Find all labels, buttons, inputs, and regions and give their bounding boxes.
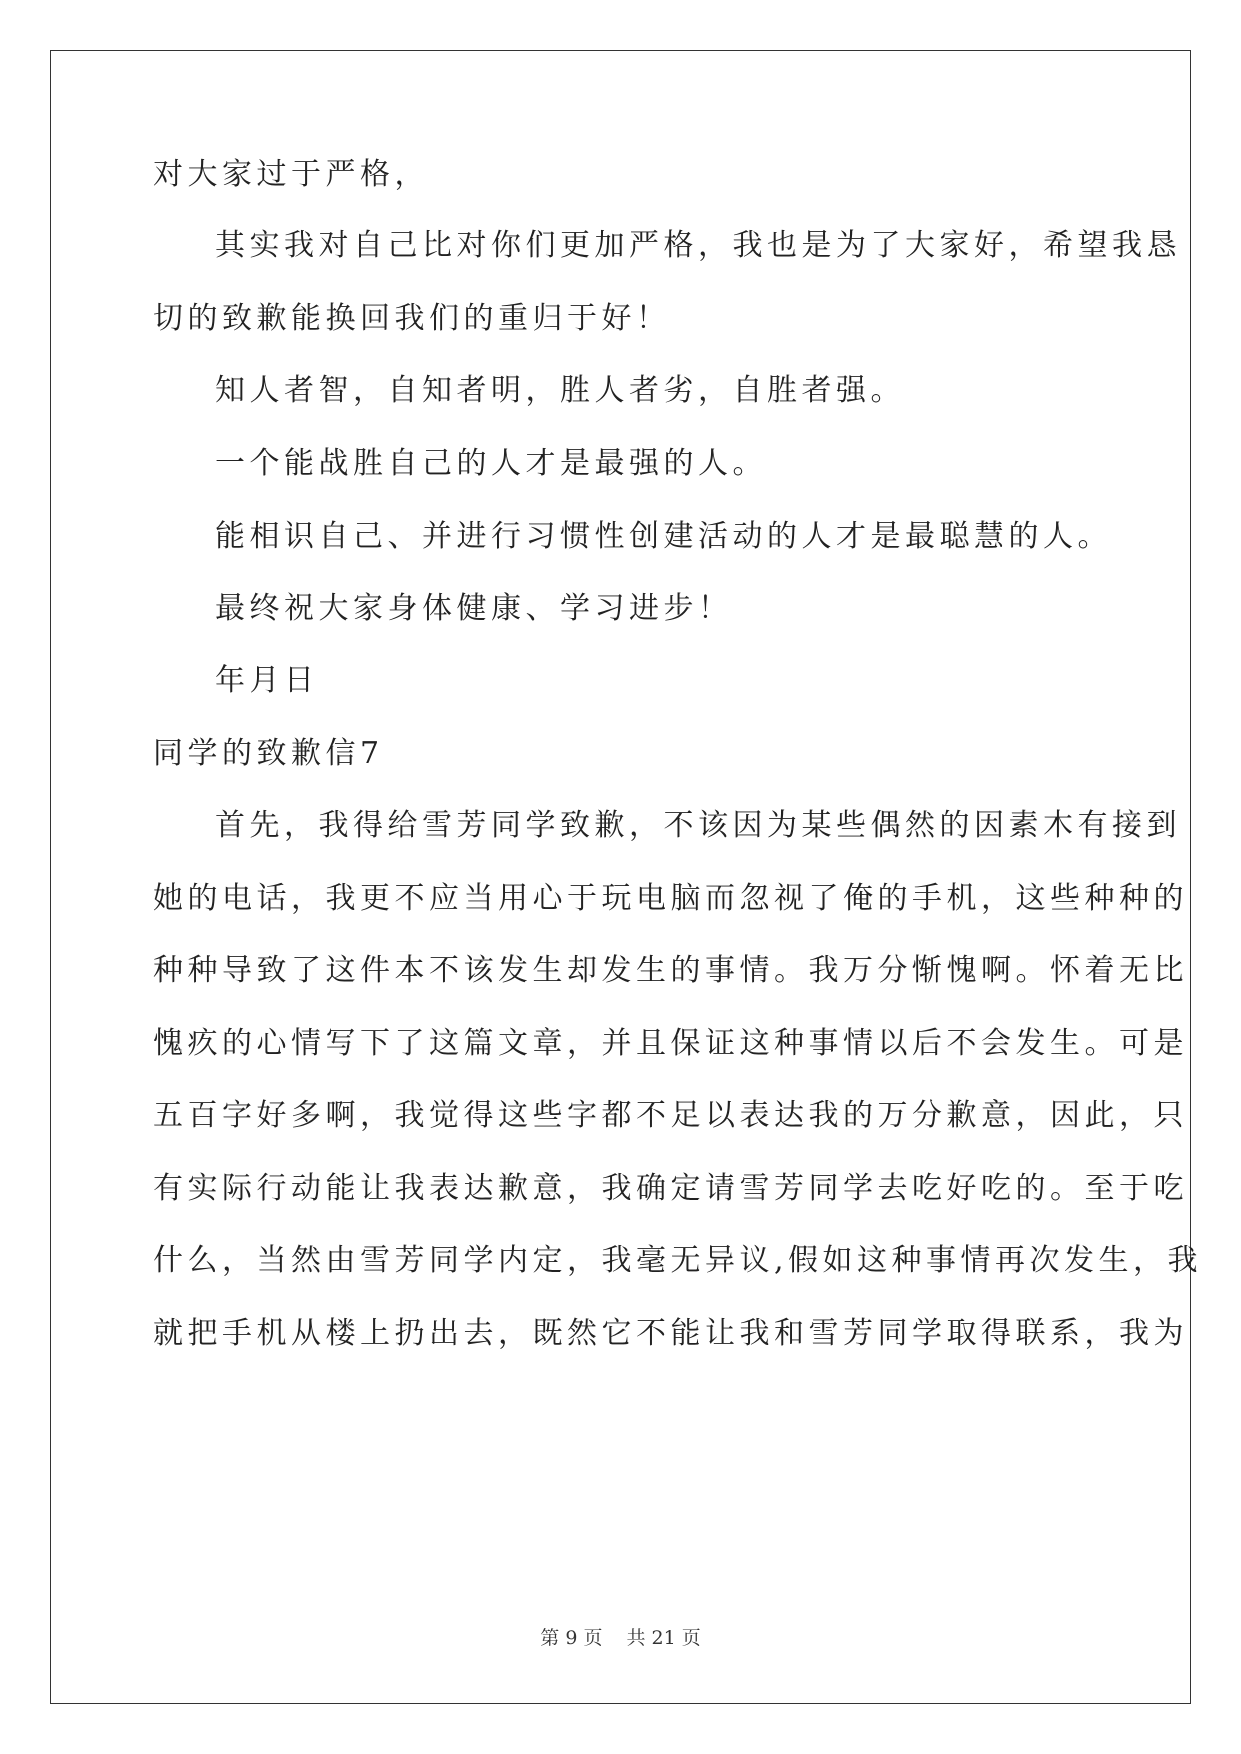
page-footer: [0, 1626, 1241, 1650]
text-line-6: 能相识自己、并进行习惯性创建活动的人才是最聪慧的人。: [215, 519, 1112, 554]
text-line-17: 就把手机从楼上扔出去，既然它不能让我和雪芳同学取得联系，我为: [153, 1316, 1188, 1351]
text-line-3: 切的致歉能换回我们的重归于好！: [153, 301, 671, 336]
text-line-4: 知人者智，自知者明，胜人者劣，自胜者强。: [215, 373, 905, 408]
text-line-14: 五百字好多啊，我觉得这些字都不足以表达我的万分歉意，因此，只: [153, 1098, 1188, 1133]
text-line-5: 一个能战胜自己的人才是最强的人。: [215, 446, 767, 481]
text-line-2: 其实我对自己比对你们更加严格，我也是为了大家好，希望我恳: [215, 228, 1181, 263]
text-line-13: 愧疚的心情写下了这篇文章，并且保证这种事情以后不会发生。可是: [153, 1026, 1188, 1061]
text-line-12: 种种导致了这件本不该发生却发生的事情。我万分惭愧啊。怀着无比: [153, 953, 1188, 988]
text-line-15: 有实际行动能让我表达歉意，我确定请雪芳同学去吃好吃的。至于吃: [153, 1171, 1188, 1206]
text-line-10: 首先，我得给雪芳同学致歉，不该因为某些偶然的因素木有接到: [215, 808, 1181, 843]
page-total: 共 21 页: [626, 1627, 701, 1649]
text-line-11: 她的电话，我更不应当用心于玩电脑而忽视了俺的手机，这些种种的: [153, 881, 1188, 916]
page-number: 第 9 页: [540, 1627, 603, 1649]
text-line-7: 最终祝大家身体健康、学习进步！: [215, 591, 733, 626]
text-line-1: 对大家过于严格，: [153, 157, 429, 192]
text-line-16: 什么，当然由雪芳同学内定，我毫无异议,假如这种事情再次发生，我: [153, 1243, 1203, 1278]
text-line-8: 年月日: [215, 663, 319, 698]
section-heading: 同学的致歉信7: [153, 736, 384, 771]
